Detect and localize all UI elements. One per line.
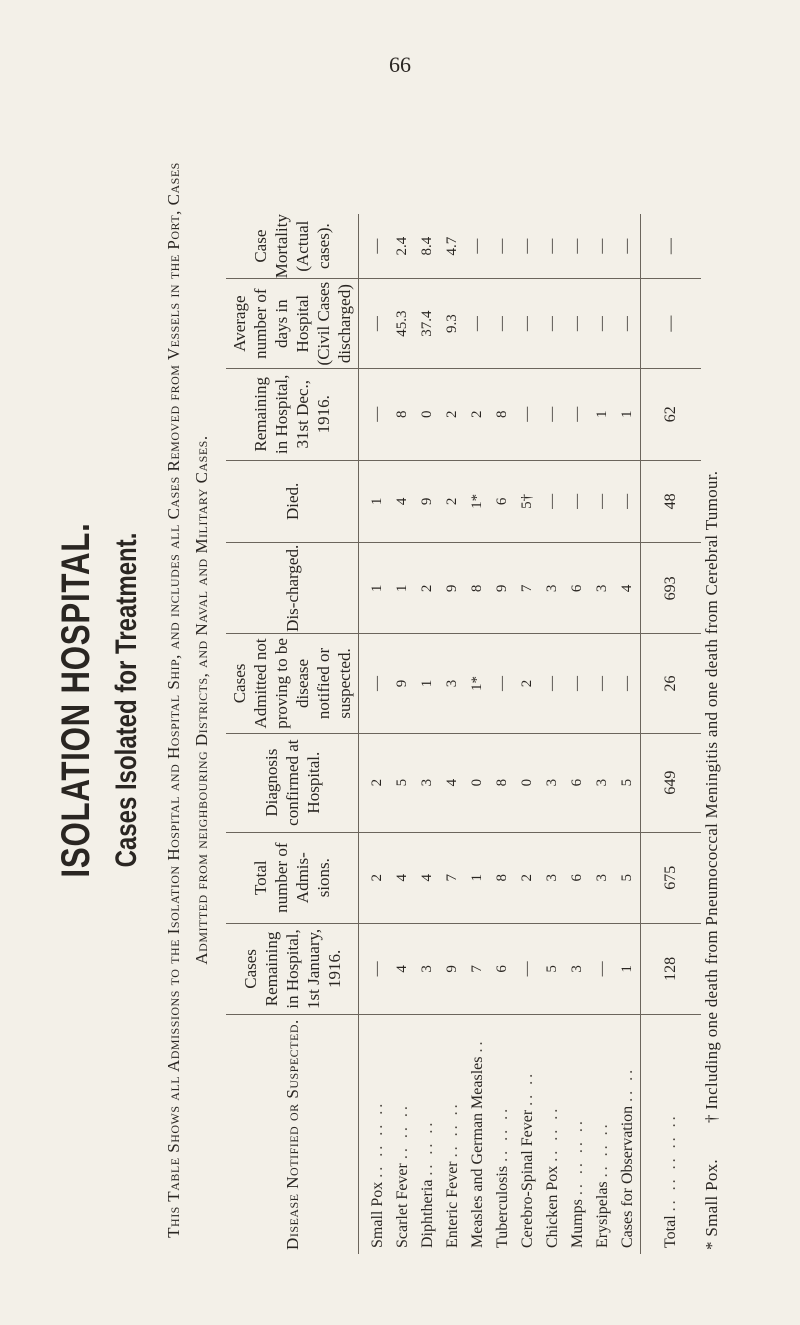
cell-remaining-start: 4 [390, 923, 415, 1015]
cell-admissions: 2 [359, 832, 391, 923]
table-description: This Table Shows all Admissions to the Isolation Hospital and Hospital Ship, and includes all Cases Removed from Vessels in the Port, Cases Admitted from neighbouring Districts, and Naval and Military Cases. [164, 162, 211, 1238]
cell-died: — [615, 460, 641, 543]
total-discharged: 693 [641, 543, 702, 634]
cell-remaining-end: — [540, 369, 565, 461]
cell-discharged: 3 [590, 543, 615, 634]
rotated-table-page [50, 110, 750, 1290]
header-admissions: Total number of Admis-sions. [226, 832, 359, 923]
footnote [702, 150, 722, 1250]
cell-mortality: — [590, 214, 615, 279]
cell-avg-days: — [565, 279, 590, 369]
cell-remaining-start: 5 [540, 923, 565, 1015]
cell-remaining-start: 3 [565, 923, 590, 1015]
cell-admissions: 3 [590, 832, 615, 923]
header-mortality: Case Mortality (Actual cases). [226, 214, 359, 279]
cell-remaining-start: 3 [415, 923, 440, 1015]
disease-name: Tuberculosis .. .. .. [493, 1105, 511, 1248]
cell-died: — [565, 460, 590, 543]
cell-avg-days: 37.4 [415, 279, 440, 369]
table-header-row [226, 214, 359, 1254]
header-discharged: Dis-charged. [226, 543, 359, 634]
cell-died: 1 [359, 460, 391, 543]
cell-discharged: 8 [465, 543, 490, 634]
cell-discharged: 1 [359, 543, 391, 634]
cell-avg-days: — [615, 279, 641, 369]
cell-confirmed: 4 [440, 733, 465, 832]
disease-name: Measles and German Measles .. [468, 1038, 486, 1248]
header-remaining-end: Remaining in Hospital, 31st Dec., 1916. [226, 369, 359, 461]
footnote-small-pox: * Small Pox. [702, 1159, 721, 1250]
cell-remaining-end: 1 [615, 369, 641, 461]
cell-admissions: 8 [490, 832, 515, 923]
cell-admissions: 2 [515, 832, 540, 923]
cell-admissions: 5 [615, 832, 641, 923]
cell-remaining-start: 7 [465, 923, 490, 1015]
table-row [465, 214, 490, 1254]
cell-not-proving: — [359, 634, 391, 733]
cell-avg-days: — [515, 279, 540, 369]
cell-mortality: — [565, 214, 590, 279]
table-body [359, 214, 702, 1254]
table-row [515, 214, 540, 1254]
cell-confirmed: 6 [565, 733, 590, 832]
cell-admissions: 4 [390, 832, 415, 923]
cell-not-proving: — [540, 634, 565, 733]
disease-name: Chicken Pox .. .. .. [543, 1105, 561, 1248]
cell-remaining-start: 9 [440, 923, 465, 1015]
cell-remaining-start: 1 [615, 923, 641, 1015]
table-row [440, 214, 465, 1254]
cell-remaining-end: 8 [390, 369, 415, 461]
cell-discharged: 1 [390, 543, 415, 634]
cell-mortality: — [490, 214, 515, 279]
cell-discharged: 3 [540, 543, 565, 634]
disease-name: Mumps .. .. .. .. [568, 1118, 586, 1248]
cell-remaining-start: — [590, 923, 615, 1015]
cell-admissions: 3 [540, 832, 565, 923]
total-avg-days: — [641, 279, 702, 369]
cell-not-proving: 1* [465, 634, 490, 733]
table-row [565, 214, 590, 1254]
page-title: ISOLATION HOSPITAL. [54, 522, 98, 878]
cell-died: 1* [465, 460, 490, 543]
cell-discharged: 7 [515, 543, 540, 634]
cell-confirmed: 8 [490, 733, 515, 832]
cell-died: 5† [515, 460, 540, 543]
total-label: Total .. .. .. .. .. [641, 1015, 702, 1254]
cell-remaining-end: 2 [440, 369, 465, 461]
cell-confirmed: 3 [590, 733, 615, 832]
table-row [540, 214, 565, 1254]
table-row [490, 214, 515, 1254]
total-confirmed: 649 [641, 733, 702, 832]
total-row [641, 214, 702, 1254]
header-remaining-start: Cases Remaining in Hospital, 1st January, 1916. [226, 923, 359, 1015]
total-died: 48 [641, 460, 702, 543]
total-not-proving: 26 [641, 634, 702, 733]
cell-not-proving: 9 [390, 634, 415, 733]
total-mortality: — [641, 214, 702, 279]
cell-avg-days: — [465, 279, 490, 369]
cell-confirmed: 3 [540, 733, 565, 832]
disease-name: Cases for Observation .. .. [618, 1066, 636, 1248]
cell-admissions: 6 [565, 832, 590, 923]
cell-confirmed: 2 [359, 733, 391, 832]
cell-mortality: — [465, 214, 490, 279]
cell-avg-days: — [490, 279, 515, 369]
cell-died: — [590, 460, 615, 543]
cell-remaining-end: — [515, 369, 540, 461]
page-number: 66 [389, 52, 411, 77]
total-remaining-start: 128 [641, 923, 702, 1015]
cell-avg-days: 45.3 [390, 279, 415, 369]
cell-died: 4 [390, 460, 415, 543]
cell-remaining-start: — [359, 923, 391, 1015]
cell-mortality: 2.4 [390, 214, 415, 279]
cell-mortality: — [515, 214, 540, 279]
cell-not-proving: — [490, 634, 515, 733]
cell-mortality: — [540, 214, 565, 279]
cell-confirmed: 5 [615, 733, 641, 832]
cell-confirmed: 0 [515, 733, 540, 832]
disease-name: Small Pox .. .. .. .. [368, 1100, 386, 1248]
cell-remaining-end: — [359, 369, 391, 461]
cell-confirmed: 0 [465, 733, 490, 832]
cell-not-proving: — [615, 634, 641, 733]
cell-mortality: 4.7 [440, 214, 465, 279]
cell-not-proving: 2 [515, 634, 540, 733]
cell-discharged: 9 [490, 543, 515, 634]
footnote-meningitis: † Including one death from Pneumococcal Meningitis and one death from Cerebral Tumour. [702, 470, 721, 1124]
disease-name: Cerebro-Spinal Fever .. .. [518, 1070, 536, 1248]
cell-confirmed: 5 [390, 733, 415, 832]
cell-avg-days: — [359, 279, 391, 369]
cell-mortality: — [359, 214, 391, 279]
disease-name: Enteric Fever .. .. .. [443, 1101, 461, 1248]
page-subtitle: Cases Isolated for Treatment. [110, 532, 143, 868]
cell-mortality: 8.4 [415, 214, 440, 279]
cell-discharged: 6 [565, 543, 590, 634]
table-row [359, 214, 391, 1254]
disease-name: Erysipelas .. .. .. [593, 1121, 611, 1248]
header-disease: Disease Notified or Suspected. [226, 1015, 359, 1254]
cell-discharged: 2 [415, 543, 440, 634]
cell-admissions: 4 [415, 832, 440, 923]
cell-not-proving: — [565, 634, 590, 733]
total-remaining-end: 62 [641, 369, 702, 461]
cell-avg-days: — [590, 279, 615, 369]
cell-died: 2 [440, 460, 465, 543]
cell-not-proving: — [590, 634, 615, 733]
cell-not-proving: 1 [415, 634, 440, 733]
cell-discharged: 4 [615, 543, 641, 634]
admissions-table [226, 214, 701, 1254]
header-confirmed: Diagnosis confirmed at Hospital. [226, 733, 359, 832]
header-avg-days: Average number of days in Hospital (Civil Cases discharged) [226, 279, 359, 369]
disease-name: Scarlet Fever .. .. .. [393, 1103, 411, 1248]
cell-died: — [540, 460, 565, 543]
table-row [615, 214, 641, 1254]
cell-discharged: 9 [440, 543, 465, 634]
cell-avg-days: 9.3 [440, 279, 465, 369]
cell-remaining-end: 8 [490, 369, 515, 461]
cell-remaining-end: — [565, 369, 590, 461]
cell-died: 6 [490, 460, 515, 543]
table-row [415, 214, 440, 1254]
cell-avg-days: — [540, 279, 565, 369]
total-admissions: 675 [641, 832, 702, 923]
header-not-proving: Cases Admitted not proving to be disease notified or suspected. [226, 634, 359, 733]
cell-remaining-start: 6 [490, 923, 515, 1015]
cell-confirmed: 3 [415, 733, 440, 832]
cell-admissions: 1 [465, 832, 490, 923]
cell-not-proving: 3 [440, 634, 465, 733]
cell-remaining-end: 0 [415, 369, 440, 461]
disease-name: Diphtheria .. .. .. [418, 1119, 436, 1248]
cell-remaining-start: — [515, 923, 540, 1015]
table-row [590, 214, 615, 1254]
cell-remaining-end: 2 [465, 369, 490, 461]
cell-died: 9 [415, 460, 440, 543]
cell-mortality: — [615, 214, 641, 279]
cell-remaining-end: 1 [590, 369, 615, 461]
table-row [390, 214, 415, 1254]
cell-admissions: 7 [440, 832, 465, 923]
header-died: Died. [226, 460, 359, 543]
